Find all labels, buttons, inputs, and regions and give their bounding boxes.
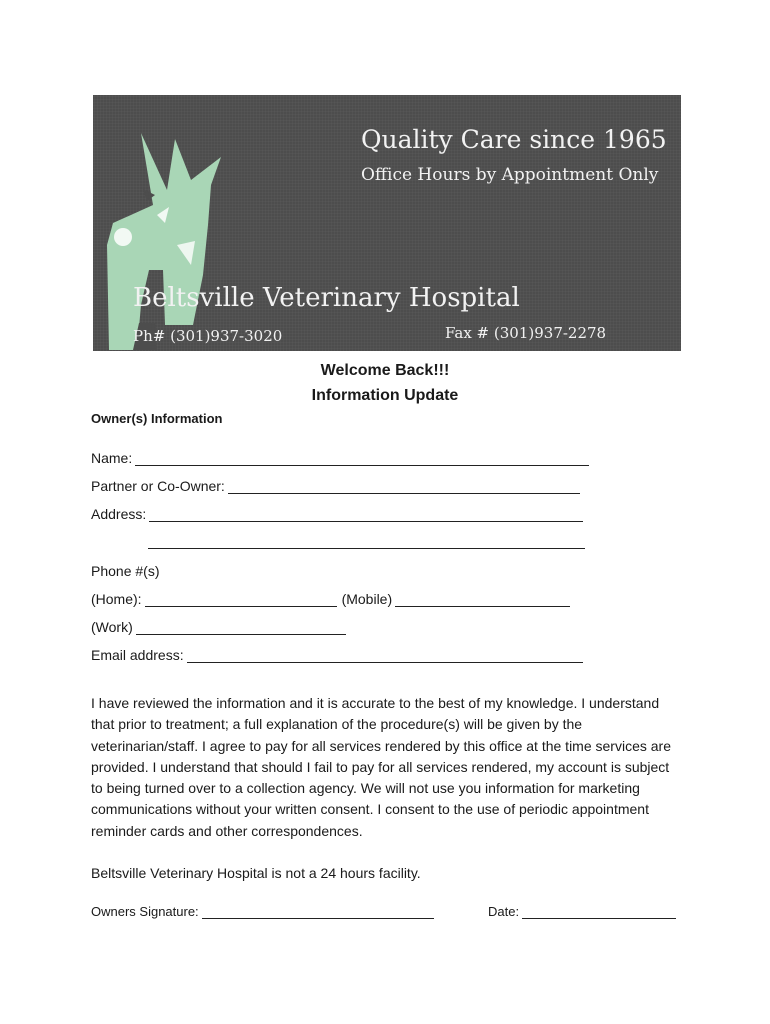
fax-number: Fax # (301)937-2278: [445, 324, 607, 342]
date-input-line[interactable]: [522, 904, 676, 919]
section-heading: Owner(s) Information: [91, 411, 223, 426]
work-phone-label: (Work): [91, 619, 133, 635]
date-label: Date:: [488, 904, 520, 919]
date-field: [488, 904, 676, 919]
email-input-line[interactable]: [187, 648, 583, 663]
email-field: [91, 647, 583, 663]
address-label: Address:: [91, 506, 147, 522]
address-field: [91, 506, 583, 522]
phone-number: Ph# (301)937-3020: [133, 327, 283, 345]
banner-tagline: Quality Care since 1965: [361, 125, 667, 154]
agreement-text: I have reviewed the information and it is accurate to the best of my knowledge. I understand that prior to treatment; a full explanation of the procedure(s) will be given by the veterinarian/staff. I agree to pay for all services rendered by this office at the time services are provided. I understand that should I fail to pay for all services rendered, my account is subject to being turned over to a collection agency. We will not use you information for marketing communications without your written consent. I consent to the use of periodic appointment reminder cards and other correspondences.: [91, 695, 671, 839]
partner-input-line[interactable]: [228, 479, 580, 494]
form-subtitle: Information Update: [311, 387, 459, 404]
home-phone-field: [91, 591, 570, 607]
facility-notice: Beltsville Veterinary Hospital is not a 24 hours facility.: [91, 865, 421, 881]
address-line-2: [148, 534, 585, 549]
email-label: Email address:: [91, 647, 184, 663]
phone-heading: Phone #(s): [91, 563, 160, 579]
header-banner: [93, 95, 681, 351]
signature-field: [91, 904, 434, 919]
name-input-line[interactable]: [135, 451, 589, 466]
mobile-phone-label: (Mobile): [341, 591, 393, 607]
work-phone-field: [91, 619, 346, 635]
home-phone-input-line[interactable]: [145, 592, 337, 607]
work-phone-input-line[interactable]: [136, 620, 346, 635]
name-label: Name:: [91, 450, 133, 466]
address-input-line-2[interactable]: [148, 534, 585, 549]
name-field: [91, 450, 589, 466]
form-title: Welcome Back!!!: [320, 362, 450, 379]
signature-label: Owners Signature:: [91, 904, 199, 919]
mobile-phone-input-line[interactable]: [395, 592, 570, 607]
hospital-name: Beltsville Veterinary Hospital: [133, 283, 520, 313]
address-input-line[interactable]: [149, 507, 583, 522]
home-phone-label: (Home):: [91, 591, 142, 607]
partner-field: [91, 478, 580, 494]
banner-hours: Office Hours by Appointment Only: [361, 165, 659, 185]
partner-label: Partner or Co-Owner:: [91, 478, 225, 494]
signature-input-line[interactable]: [202, 904, 434, 919]
